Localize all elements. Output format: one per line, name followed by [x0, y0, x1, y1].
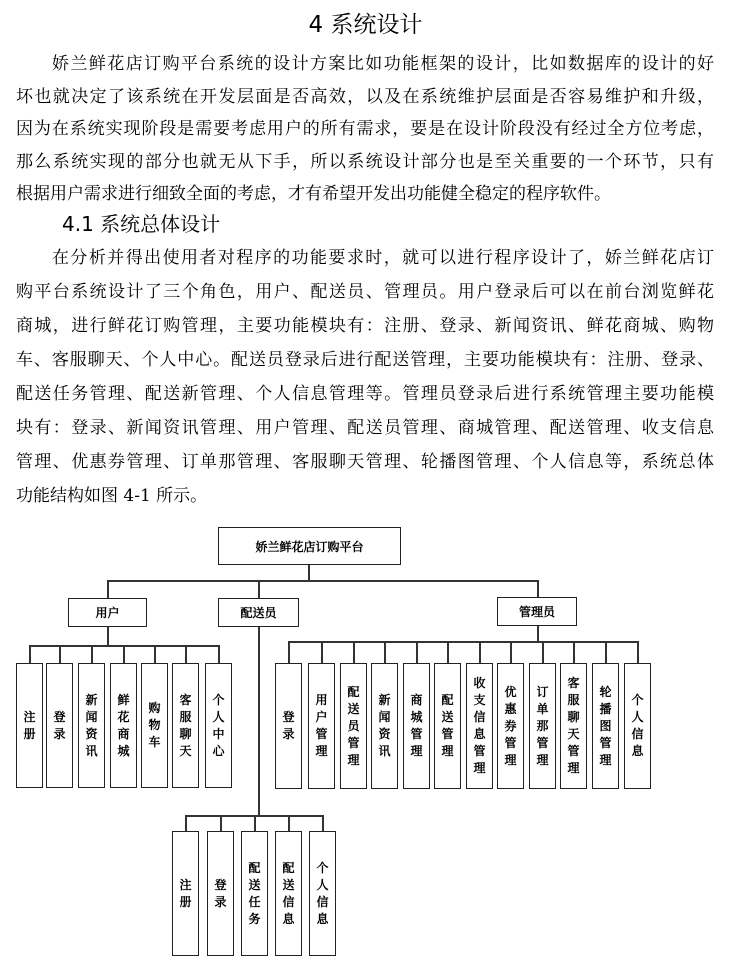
connector-line — [107, 627, 109, 645]
paragraph-line: 娇兰鲜花店订购平台系统的设计方案比如功能框架的设计，比如数据库的设计的好 — [52, 54, 714, 74]
connector-line — [542, 641, 544, 663]
paragraph-line: 管理、优惠券管理、订单那管理、客服聊天管理、轮播图管理、个人信息等，系统总体 — [16, 452, 714, 472]
connector-line — [107, 580, 538, 582]
diagram-node-admin-child: 个人信息 — [624, 663, 651, 789]
diagram-node-user: 用户 — [68, 598, 147, 627]
paragraph-line: 根据用户需求进行细致全面的考虑，才有希望开发出功能健全稳定的程序软件。 — [16, 184, 611, 204]
connector-line — [288, 641, 638, 643]
paragraph-line: 坏也就决定了该系统在开发层面是否高效，以及在系统维护层面是否容易维护和升级， — [16, 86, 714, 107]
diagram-node-user-child: 鲜花商城 — [110, 663, 137, 788]
paragraph-line: 块有：登录、新闻资讯管理、用户管理、配送员管理、商城管理、配送管理、收支信息 — [16, 418, 714, 438]
connector-line — [29, 645, 31, 663]
connector-line — [321, 641, 323, 663]
chapter-title: 4 系统设计 — [308, 12, 423, 38]
diagram-node-admin-child: 客服聊天管理 — [560, 663, 587, 789]
diagram-node-admin-child: 订单那管理 — [529, 663, 556, 789]
diagram-node-user-child: 客服聊天 — [172, 663, 199, 788]
connector-line — [637, 641, 639, 663]
connector-line — [510, 641, 512, 663]
paragraph-line: 因为在系统实现阶段是需要考虑用户的所有需求，要是在设计阶段没有经过全方位考虑， — [16, 119, 714, 139]
section-heading: 4.1 系统总体设计 — [62, 212, 221, 236]
diagram-node-user-child: 新闻资讯 — [78, 663, 105, 788]
connector-line — [308, 564, 310, 580]
connector-line — [123, 645, 125, 663]
connector-line — [573, 641, 575, 663]
diagram-node-courier-child: 登录 — [207, 831, 234, 956]
connector-line — [479, 641, 481, 663]
diagram-node-courier-child: 注册 — [172, 831, 199, 956]
paragraph-line: 那么系统实现的部分也就无从下手，所以系统设计部分也是至关重要的一个环节，只有 — [16, 151, 714, 172]
connector-line — [384, 641, 386, 663]
paragraph-line: 购平台系统设计了三个角色，用户、配送员、管理员。用户登录后可以在前台浏览鲜花 — [16, 282, 714, 302]
diagram-node-courier-child: 个人信息 — [309, 831, 336, 956]
paragraph-2 — [16, 241, 714, 513]
paragraph-line: 车、客服聊天、个人中心。配送员登录后进行配送管理，主要功能模块有：注册、登录、 — [16, 350, 714, 370]
connector-line — [220, 815, 222, 831]
connector-line — [185, 645, 187, 663]
connector-line — [288, 641, 290, 663]
diagram-node-user-child: 购物车 — [141, 663, 168, 788]
paragraph-line: 在分析并得出使用者对程序的功能要求时，就可以进行程序设计了，娇兰鲜花店订 — [52, 248, 714, 268]
connector-line — [288, 815, 290, 831]
paragraph-line: 商城，进行鲜花订购管理，主要功能模块有：注册、登录、新闻资讯、鲜花商城、购物 — [16, 316, 714, 336]
diagram-node-admin-child: 商城管理 — [403, 663, 430, 789]
diagram-node-courier-child: 配送任务 — [241, 831, 268, 956]
diagram-node-admin-child: 用户管理 — [308, 663, 335, 789]
diagram-node-admin-child: 配送管理 — [434, 663, 461, 789]
diagram-node-user-child: 登录 — [46, 663, 73, 788]
connector-line — [322, 815, 324, 831]
connector-line — [185, 815, 187, 831]
connector-line — [107, 580, 109, 598]
paragraph-line: 配送任务管理、配送新管理、个人信息管理等。管理员登录后进行系统管理主要功能模 — [16, 384, 714, 404]
diagram-node-courier: 配送员 — [218, 598, 299, 627]
paragraph-1 — [16, 48, 714, 211]
diagram-node-admin-child: 轮播图管理 — [592, 663, 619, 789]
connector-line — [537, 580, 539, 597]
connector-line — [254, 815, 256, 831]
connector-line — [537, 626, 539, 641]
connector-line — [447, 641, 449, 663]
paragraph-line: 功能结构如图 4-1 所示。 — [16, 486, 208, 506]
connector-line — [605, 641, 607, 663]
diagram-node-admin-child: 登录 — [275, 663, 302, 789]
diagram-node-user-child: 个人中心 — [205, 663, 232, 788]
connector-line — [353, 641, 355, 663]
connector-line — [218, 645, 220, 663]
connector-line — [258, 627, 260, 815]
connector-line — [91, 645, 93, 663]
diagram-node-admin-child: 新闻资讯 — [371, 663, 398, 789]
diagram-node-courier-child: 配送信息 — [275, 831, 302, 956]
connector-line — [416, 641, 418, 663]
diagram-node-admin-child: 配送员管理 — [340, 663, 367, 789]
diagram-node-admin: 管理员 — [497, 597, 577, 626]
diagram-root-node: 娇兰鲜花店订购平台 — [218, 527, 401, 565]
connector-line — [258, 580, 260, 598]
diagram-node-admin-child: 收支信息管理 — [466, 663, 493, 789]
diagram-node-admin-child: 优惠券管理 — [497, 663, 524, 789]
connector-line — [154, 645, 156, 663]
connector-line — [59, 645, 61, 663]
diagram-node-user-child: 注册 — [16, 663, 43, 788]
